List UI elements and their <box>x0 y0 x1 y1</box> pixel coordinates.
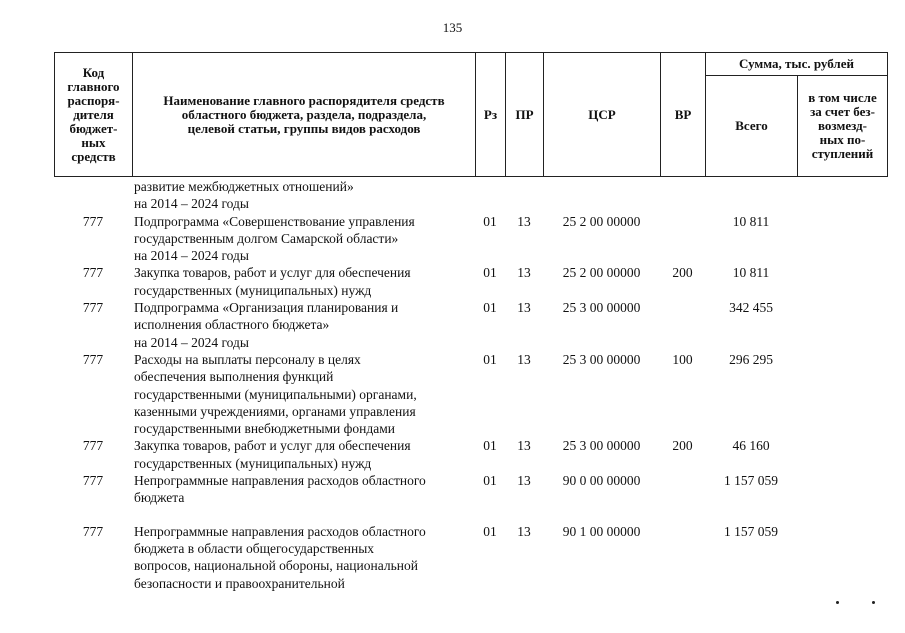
row-vr: 100 <box>672 351 693 367</box>
row-vr <box>660 472 705 507</box>
row-pr: 13 <box>517 438 531 454</box>
header-vr: ВР <box>661 53 706 177</box>
row-total: 10 811 <box>732 265 770 281</box>
name-line: Подпрограмма «Организация планирования и <box>134 300 399 316</box>
header-sum: Сумма, тыс. рублей <box>706 53 888 76</box>
name-line: государственных (муниципальных) нужд <box>134 282 372 298</box>
row-csr: 25 2 00 00000 <box>562 213 641 229</box>
header-total: Всего <box>706 76 798 177</box>
spacer-row <box>54 507 887 523</box>
table-row <box>54 472 887 507</box>
row-code: 777 <box>82 300 104 316</box>
row-name <box>132 437 475 472</box>
row-csr: 25 3 00 00000 <box>562 438 641 454</box>
header-csr: ЦСР <box>544 53 661 177</box>
row-total: 342 455 <box>729 300 773 316</box>
name-line: государственным долгом Самарской области» <box>134 230 399 246</box>
row-rz: 01 <box>483 300 497 316</box>
row-pr: 13 <box>517 523 531 539</box>
row-name <box>132 178 475 213</box>
scan-mark <box>836 601 839 604</box>
name-line: Непрограммные направления расходов областного <box>134 523 426 539</box>
table-row <box>54 437 887 472</box>
name-line: Расходы на выплаты персоналу в целях <box>134 351 361 367</box>
header-rz: Рз <box>476 53 506 177</box>
row-code: 777 <box>82 265 104 281</box>
name-line: Закупка товаров, работ и услуг для обеспечения <box>134 265 411 281</box>
header-incl: в том числе за счет без- возмезд- ных по- ступлений <box>798 76 888 177</box>
row-name <box>132 523 475 592</box>
row-total: 296 295 <box>729 351 773 367</box>
row-rz: 01 <box>483 473 497 489</box>
row-incl <box>797 437 887 472</box>
row-csr: 25 3 00 00000 <box>562 351 641 367</box>
row-csr: 25 2 00 00000 <box>562 265 641 281</box>
name-line: обеспечения выполнения функций <box>134 369 334 385</box>
row-rz <box>475 178 505 213</box>
table-row <box>54 213 887 265</box>
row-incl <box>797 523 887 592</box>
row-code <box>54 178 132 213</box>
row-incl <box>797 351 887 437</box>
row-pr: 13 <box>517 265 531 281</box>
row-name <box>132 213 475 265</box>
row-rz: 01 <box>483 438 497 454</box>
row-code: 777 <box>82 438 104 454</box>
name-line: бюджета в области общегосударственных <box>134 540 375 556</box>
row-code: 777 <box>82 523 104 539</box>
row-pr: 13 <box>517 351 531 367</box>
page-number: 135 <box>442 20 463 35</box>
row-vr: 200 <box>672 438 693 454</box>
scan-mark <box>872 601 875 604</box>
name-line: на 2014 – 2024 годы <box>134 248 249 264</box>
row-rz: 01 <box>483 265 497 281</box>
row-vr <box>660 523 705 592</box>
table-body <box>54 178 887 592</box>
name-line: на 2014 – 2024 годы <box>134 196 249 212</box>
row-csr: 25 3 00 00000 <box>562 300 641 316</box>
row-csr <box>543 178 660 213</box>
row-csr: 90 0 00 00000 <box>562 473 641 489</box>
row-incl <box>797 264 887 299</box>
header-pr: ПР <box>506 53 544 177</box>
row-name <box>132 472 475 507</box>
row-total: 1 157 059 <box>724 473 778 489</box>
row-pr <box>505 178 543 213</box>
name-line: исполнения областного бюджета» <box>134 317 330 333</box>
row-vr <box>660 178 705 213</box>
table-row <box>54 264 887 299</box>
name-line: государственными (муниципальными) органами, <box>134 386 417 402</box>
row-incl <box>797 299 887 351</box>
row-csr: 90 1 00 00000 <box>562 523 641 539</box>
row-name <box>132 299 475 351</box>
row-total: 10 811 <box>732 213 770 229</box>
name-line: вопросов, национальной обороны, национальной <box>134 558 418 574</box>
header-name: Наименование главного распорядителя средств областного бюджета, раздела, подраздела, целевой статьи, группы видов расходов <box>133 53 476 177</box>
row-rz: 01 <box>483 351 497 367</box>
name-line: Непрограммные направления расходов областного <box>134 473 426 489</box>
row-name <box>132 264 475 299</box>
header-code: Код главного распоря- дителя бюджет- ных средств <box>55 53 133 177</box>
row-incl <box>797 213 887 265</box>
row-incl <box>797 472 887 507</box>
name-line: безопасности и правоохранительной <box>134 575 345 591</box>
table-row <box>54 299 887 351</box>
table-row <box>54 523 887 592</box>
row-incl <box>797 178 887 213</box>
name-line: казенными учреждениями, органами управления <box>134 403 416 419</box>
table-row <box>54 351 887 437</box>
row-pr: 13 <box>517 213 531 229</box>
table-header <box>54 52 888 177</box>
row-vr <box>660 213 705 265</box>
row-pr: 13 <box>517 473 531 489</box>
row-total <box>705 178 797 213</box>
row-rz: 01 <box>483 213 497 229</box>
row-name <box>132 351 475 437</box>
row-code: 777 <box>82 213 104 229</box>
row-total: 1 157 059 <box>724 523 778 539</box>
name-line: государственными внебюджетными фондами <box>134 421 396 437</box>
name-line: Закупка товаров, работ и услуг для обеспечения <box>134 438 411 454</box>
row-rz: 01 <box>483 523 497 539</box>
row-pr: 13 <box>517 300 531 316</box>
name-line: государственных (муниципальных) нужд <box>134 455 372 471</box>
row-code: 777 <box>82 351 104 367</box>
row-total: 46 160 <box>732 438 770 454</box>
row-vr <box>660 299 705 351</box>
name-line: на 2014 – 2024 годы <box>134 334 249 350</box>
name-line: Подпрограмма «Совершенствование управления <box>134 213 415 229</box>
row-vr: 200 <box>672 265 693 281</box>
table-row <box>54 178 887 213</box>
name-line: бюджета <box>134 490 185 506</box>
row-code: 777 <box>82 473 104 489</box>
name-line: развитие межбюджетных отношений» <box>134 179 354 194</box>
